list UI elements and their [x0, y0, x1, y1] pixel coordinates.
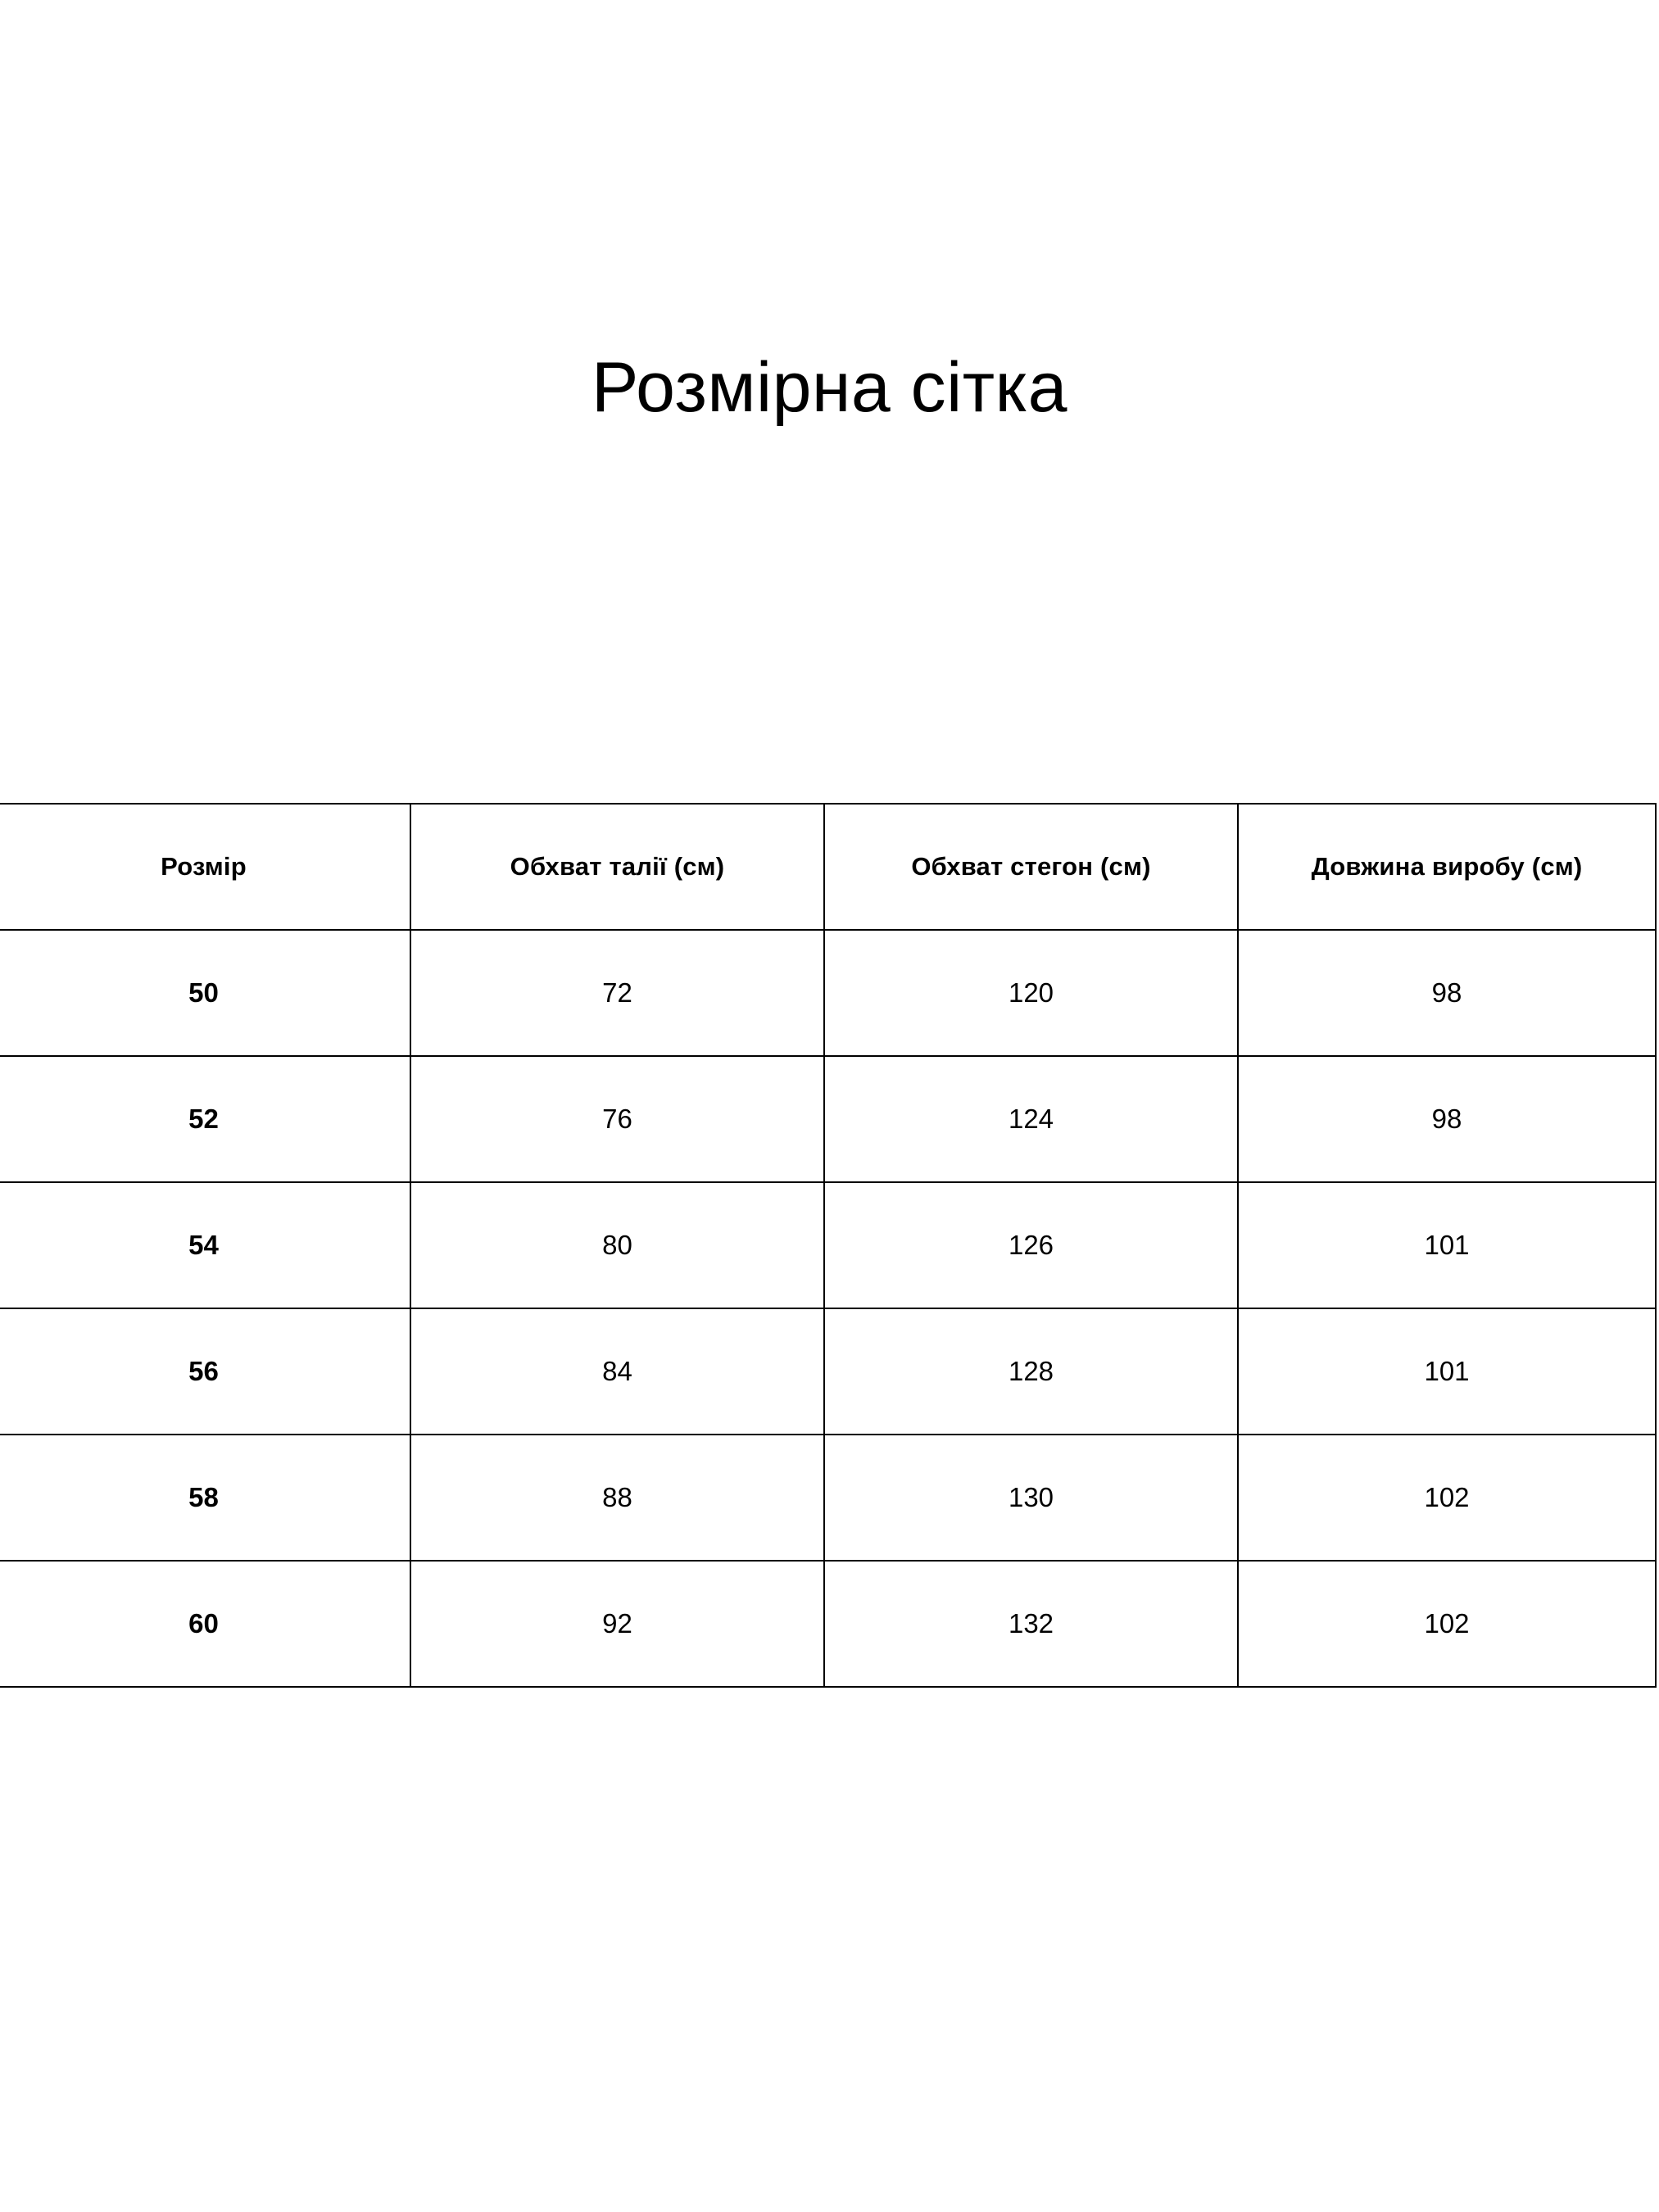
column-header-length: Довжина виробу (см)	[1238, 804, 1656, 930]
table-row	[0, 1056, 1656, 1182]
cell-size: 54	[0, 1182, 410, 1308]
cell-hips: 120	[824, 930, 1238, 1056]
cell-hips: 132	[824, 1561, 1238, 1687]
table-row	[0, 1182, 1656, 1308]
column-header-waist: Обхват талії (см)	[410, 804, 824, 930]
cell-length: 102	[1238, 1561, 1656, 1687]
cell-waist: 84	[410, 1308, 824, 1435]
cell-length: 101	[1238, 1182, 1656, 1308]
cell-waist: 80	[410, 1182, 824, 1308]
table-header	[0, 804, 1656, 930]
cell-length: 102	[1238, 1435, 1656, 1561]
cell-length: 98	[1238, 930, 1656, 1056]
cell-size: 60	[0, 1561, 410, 1687]
page-title: Розмірна сітка	[592, 347, 1067, 427]
size-table	[0, 803, 1657, 1688]
table-row	[0, 930, 1656, 1056]
cell-length: 101	[1238, 1308, 1656, 1435]
table-header-row	[0, 804, 1656, 930]
size-table-container	[0, 803, 1659, 1688]
cell-waist: 72	[410, 930, 824, 1056]
column-header-hips: Обхват стегон (см)	[824, 804, 1238, 930]
cell-size: 50	[0, 930, 410, 1056]
cell-size: 56	[0, 1308, 410, 1435]
cell-size: 52	[0, 1056, 410, 1182]
cell-hips: 130	[824, 1435, 1238, 1561]
cell-hips: 126	[824, 1182, 1238, 1308]
cell-hips: 128	[824, 1308, 1238, 1435]
table-row	[0, 1561, 1656, 1687]
column-header-size: Розмір	[0, 804, 410, 930]
cell-hips: 124	[824, 1056, 1238, 1182]
table-body	[0, 930, 1656, 1687]
table-row	[0, 1308, 1656, 1435]
cell-waist: 76	[410, 1056, 824, 1182]
table-row	[0, 1435, 1656, 1561]
cell-waist: 92	[410, 1561, 824, 1687]
cell-length: 98	[1238, 1056, 1656, 1182]
cell-size: 58	[0, 1435, 410, 1561]
cell-waist: 88	[410, 1435, 824, 1561]
